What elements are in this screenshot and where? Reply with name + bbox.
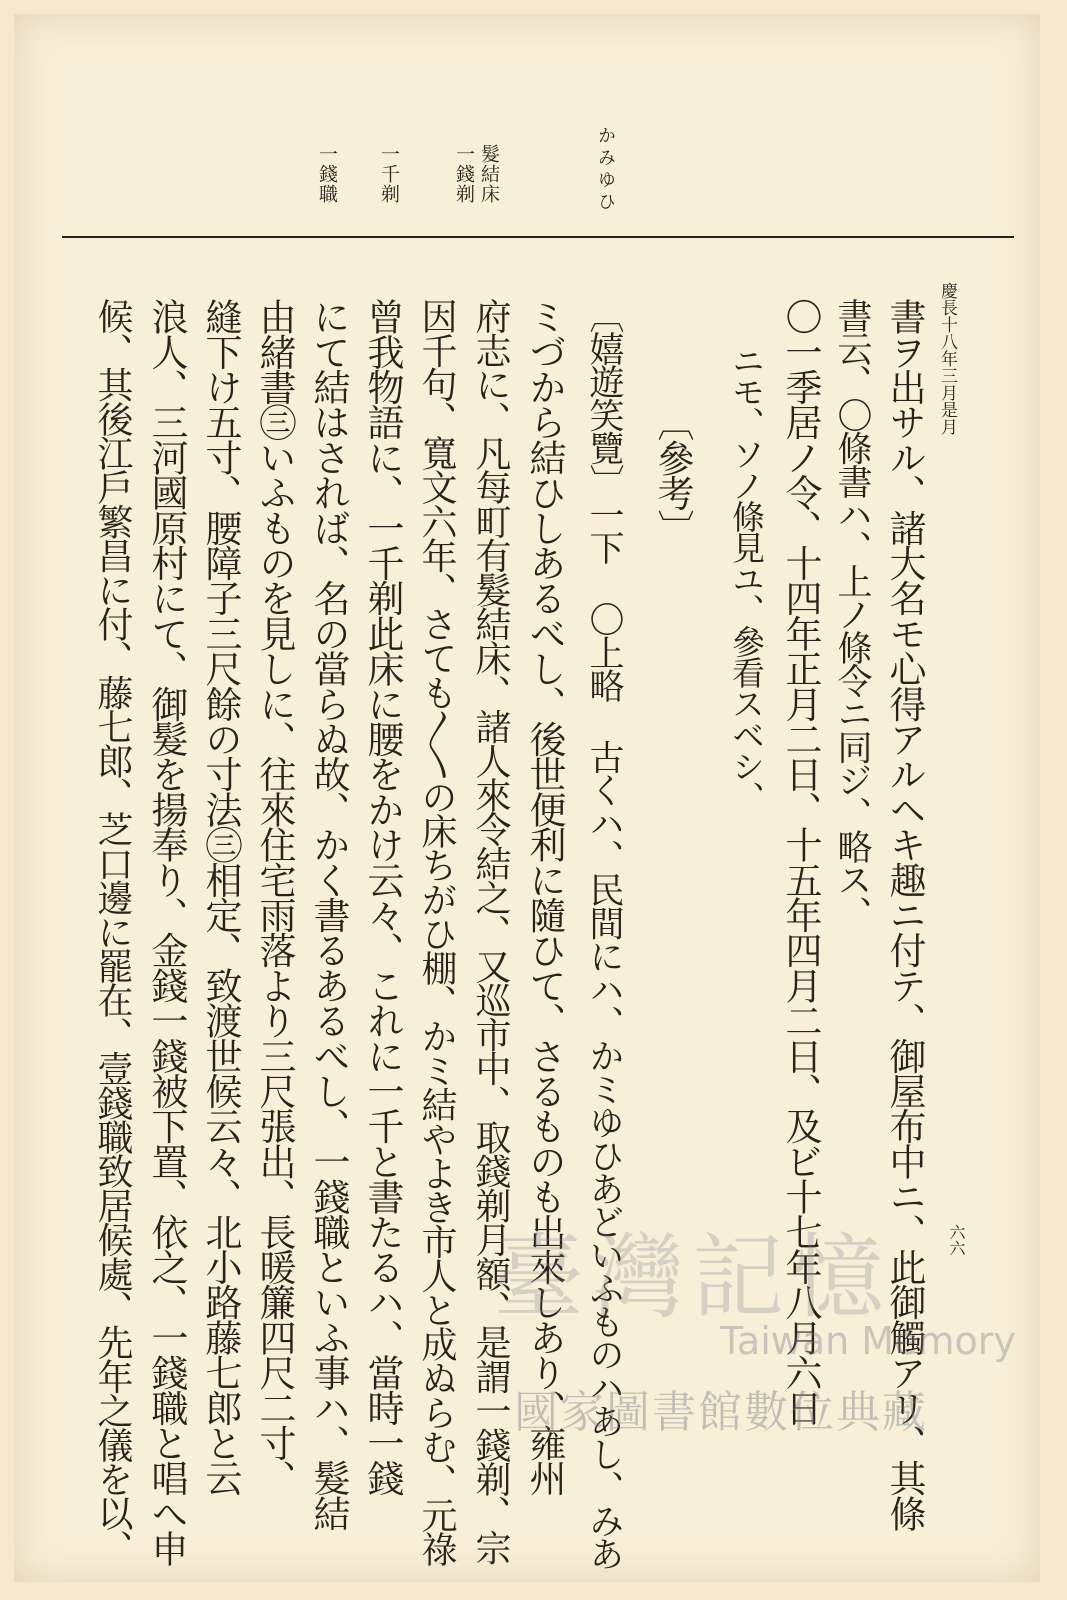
upper-note-issen-sori: 一錢剃 [453,144,475,204]
watermark-logo: 臺灣記憶 [492,1224,893,1331]
watermark-org: 國家圖書館數位典藏 [514,1387,928,1438]
text-column-2: 書云、〇條書ハ、上ノ條令ニ同ジ、略ス、 [832,298,872,929]
text-column-6: 〔嬉遊笑覽〕一下 〇上略 古くハ、民間にハ、かミゆひあどいふものハあし、みあ [584,298,624,1570]
text-column-15: 候、其後江戶繁昌に付、藤七郎、芝口邊に罷在、壹錢職致居候處、先年之儀を以、 [92,298,133,1564]
section-heading-sankou: 〔參考〕 [651,404,694,545]
upper-note-kamiyuidoko: 髮結床 [478,144,500,204]
text-column-12: 由緒書㊂いふものを見しに、往來住宅雨落より三尺張出、長暖簾四尺二寸、 [253,298,296,1495]
text-column-13: 縫下け五寸、腰障子三尺餘の寸法㊂相定、致渡世候云々、北小路藤七郎と云 [199,298,242,1495]
watermark-english: Taiwan Memory [720,1319,1016,1363]
text-column-1: 書ヲ出サル、諸大名モ心得アルヘキ趣ニ付テ、御屋布中ニ、此御觸アリ、其條 [883,298,926,1531]
text-column-3: 〇一季居ノ令、十四年正月二日、十五年四月二日、及ビ十七年八月六日 [779,298,822,1425]
text-column-8: 府志に、凡每町有髮結床、諸人來令結之、又巡市中、取錢剃月額、是謂一錢剃、宗 [470,298,511,1564]
text-column-11: にて結はされば、名の當らぬ故、かく書るあるべし、一錢職といふ事ハ、髮結 [307,298,350,1531]
page-number: 六六 [947,1224,966,1256]
text-column-4: ニモ、ソノ條見ユ、參看スベシ、 [727,344,766,813]
text-column-9: 因千句、寬文六年、さても〳〵の床ちがひ棚、かミ結やよき市人と成ぬらむ、元祿 [416,298,457,1566]
upper-note-issen-sori-2: 一千剃 [378,144,400,204]
divider-rule [62,236,1014,238]
upper-note-issen-shoku: 一錢職 [316,144,338,204]
running-head: 慶長十八年三月是月 [937,282,957,435]
document-page [14,14,1040,1582]
text-column-10: 曾我物語に、一千剃此床に腰をかけ云々、これに一千と書たるハ、當時一錢 [361,298,404,1495]
text-column-14: 浪人、三河國原村にて、御髮を揚奉り、金錢一錢被下置、依之、一錢職と唱へ申 [145,298,188,1566]
text-column-7: ミづから結ひしあるべし、後世便利に隨ひて、さるものも出來しあり、雍州 [523,298,566,1495]
upper-note-kamiyuhi: かみゆひ [595,126,616,214]
